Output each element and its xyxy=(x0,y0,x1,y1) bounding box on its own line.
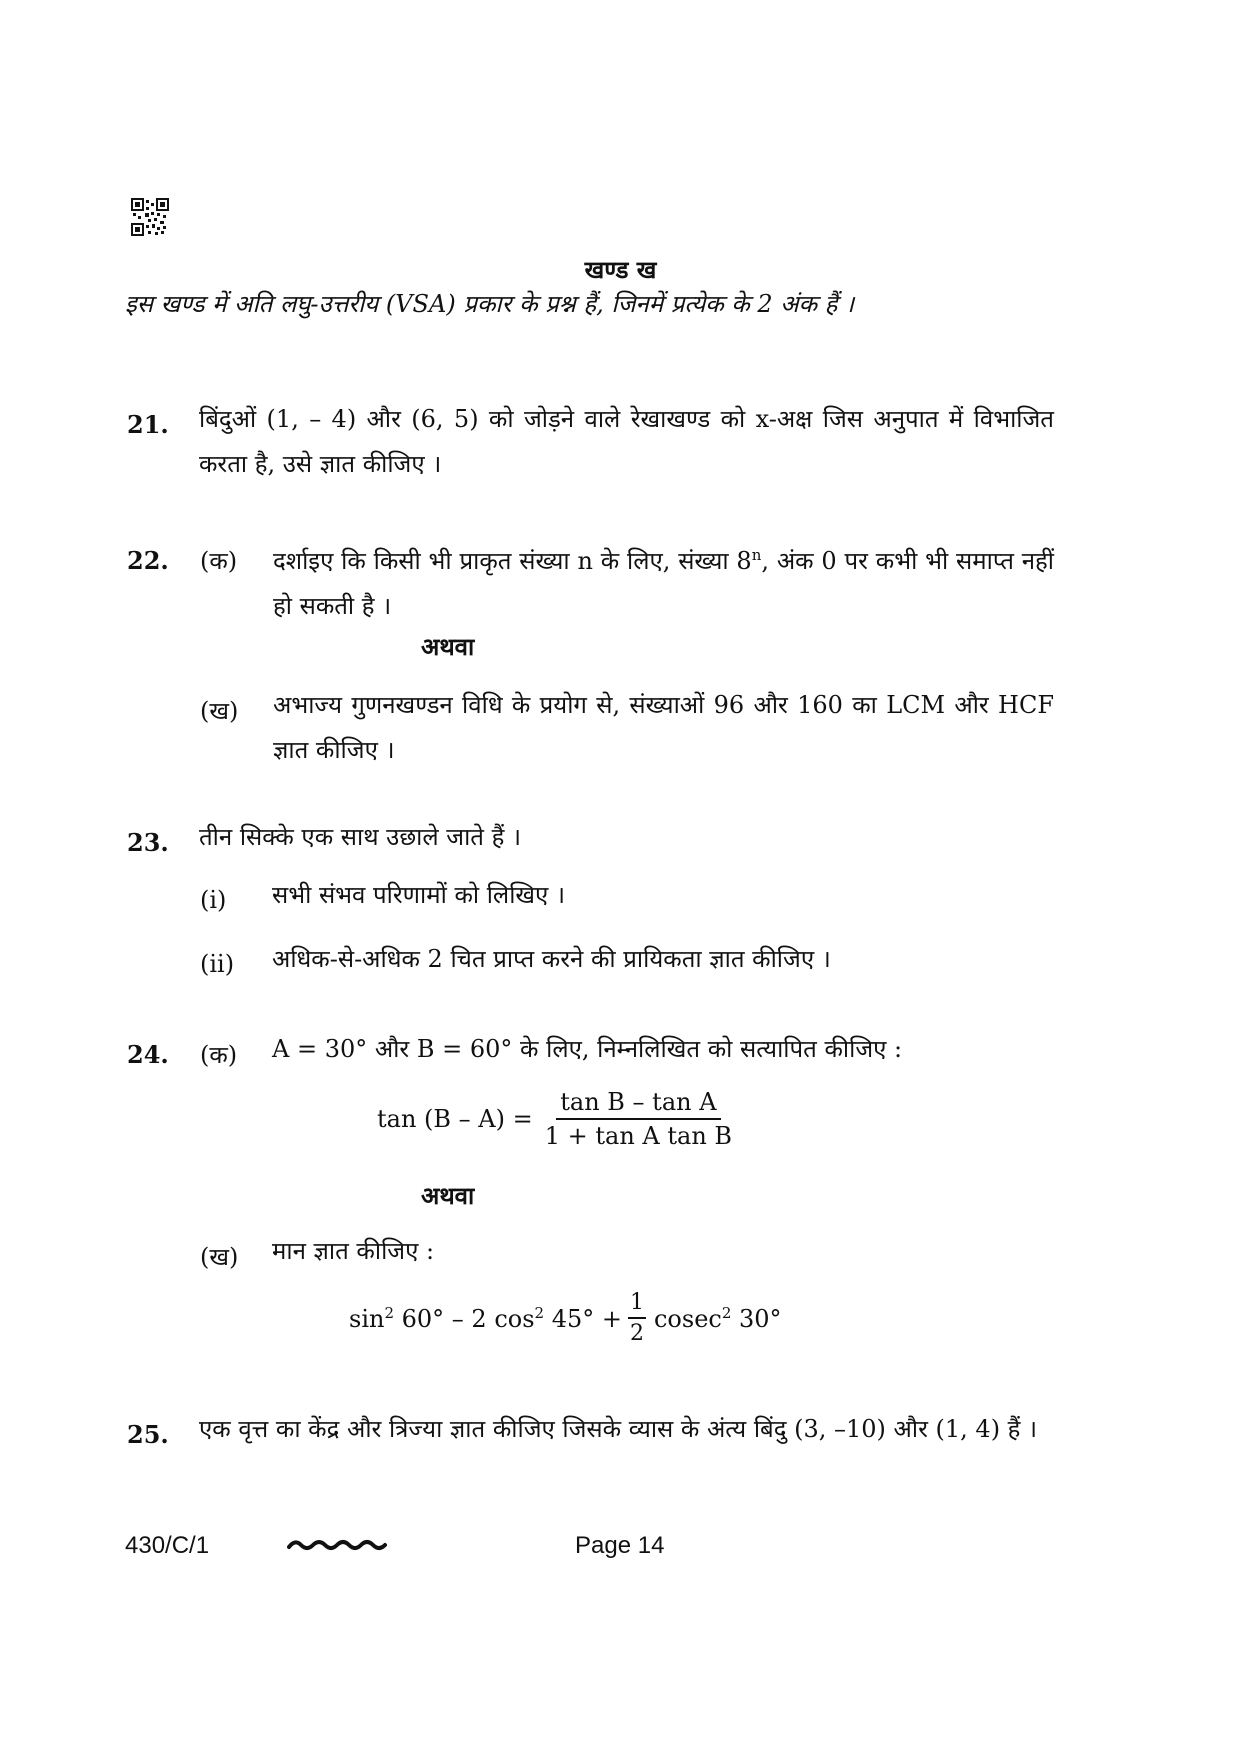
question-22b-label: (ख) xyxy=(200,697,239,725)
expr-part-2: cosec$^2$ 30° xyxy=(653,1303,782,1333)
question-23-i-label: (i) xyxy=(200,886,227,914)
formula-fraction xyxy=(541,1088,736,1150)
question-24a-text: A = 30° और B = 60° के लिए, निम्नलिखित को सत्यापित कीजिए : xyxy=(272,1035,903,1063)
question-21-text: बिंदुओं (1, – 4) और (6, 5) को जोड़ने वाले रेखाखण्ड को x-अक्ष जिस अनुपात में विभाजित करता है, उसे ज्ञात कीजिए । xyxy=(199,405,1054,478)
formula-denominator: 1 + tan A tan B xyxy=(544,1122,733,1150)
expr-frac-denominator: 2 xyxy=(629,1321,644,1346)
expr-half-fraction xyxy=(628,1290,646,1346)
tilde-ornament-icon xyxy=(287,1537,387,1555)
question-25-text: एक वृत्त का केंद्र और त्रिज्या ज्ञात कीजिए जिसके व्यास के अंत्य बिंदु (3, –10) और (1, 4) हैं । xyxy=(199,1415,1038,1443)
formula-numerator: tan B – tan A xyxy=(556,1088,720,1120)
question-number-23: 23. xyxy=(127,828,169,857)
or-separator-22: अथवा xyxy=(421,632,475,661)
tan-difference-formula xyxy=(377,1088,736,1150)
formula-lhs: tan (B – A) = xyxy=(377,1105,533,1133)
expr-frac-numerator: 1 xyxy=(628,1290,646,1319)
section-title: खण्ड ख xyxy=(584,255,657,284)
page-number: Page 14 xyxy=(575,1532,665,1559)
question-23-text: तीन सिक्के एक साथ उछाले जाते हैं । xyxy=(199,823,522,851)
question-23-ii-text: अधिक-से-अधिक 2 चित प्राप्त करने की प्रायिकता ज्ञात कीजिए । xyxy=(272,945,831,973)
question-23-ii-label: (ii) xyxy=(200,950,235,978)
trig-expression xyxy=(349,1290,782,1346)
section-instruction: इस खण्ड में अति लघु-उत्तरीय (VSA) प्रकार के प्रश्न हैं, जिनमें प्रत्येक के 2 अंक हैं । xyxy=(125,290,855,318)
question-23-i-text: सभी संभव परिणामों को लिखिए । xyxy=(272,881,566,909)
qr-code-icon xyxy=(131,198,169,236)
question-number-24: 24. xyxy=(127,1040,169,1069)
question-22b-text: अभाज्य गुणनखण्डन विधि के प्रयोग से, संख्याओं 96 और 160 का LCM और HCF ज्ञात कीजिए । xyxy=(273,691,1054,764)
question-22a-text: दर्शाइए कि किसी भी प्राकृत संख्या n के लिए, संख्या 8$^n$, अंक 0 पर कभी भी समाप्त नहीं हो सकती है । xyxy=(273,546,1054,620)
question-22a-label: (क) xyxy=(200,547,238,575)
expr-part-1: $\sin^2 60^\circ - 2$ $\cos^2 45^\circ$ + xyxy=(349,1303,622,1333)
question-number-21: 21. xyxy=(127,410,169,439)
question-24b-text: मान ज्ञात कीजिए : xyxy=(272,1237,435,1265)
question-24a-label: (क) xyxy=(200,1041,238,1069)
or-separator-24: अथवा xyxy=(421,1181,475,1210)
question-number-25: 25. xyxy=(127,1420,169,1449)
question-number-22: 22. xyxy=(127,546,169,575)
paper-code: 430/C/1 xyxy=(125,1532,210,1559)
question-24b-label: (ख) xyxy=(200,1243,239,1271)
